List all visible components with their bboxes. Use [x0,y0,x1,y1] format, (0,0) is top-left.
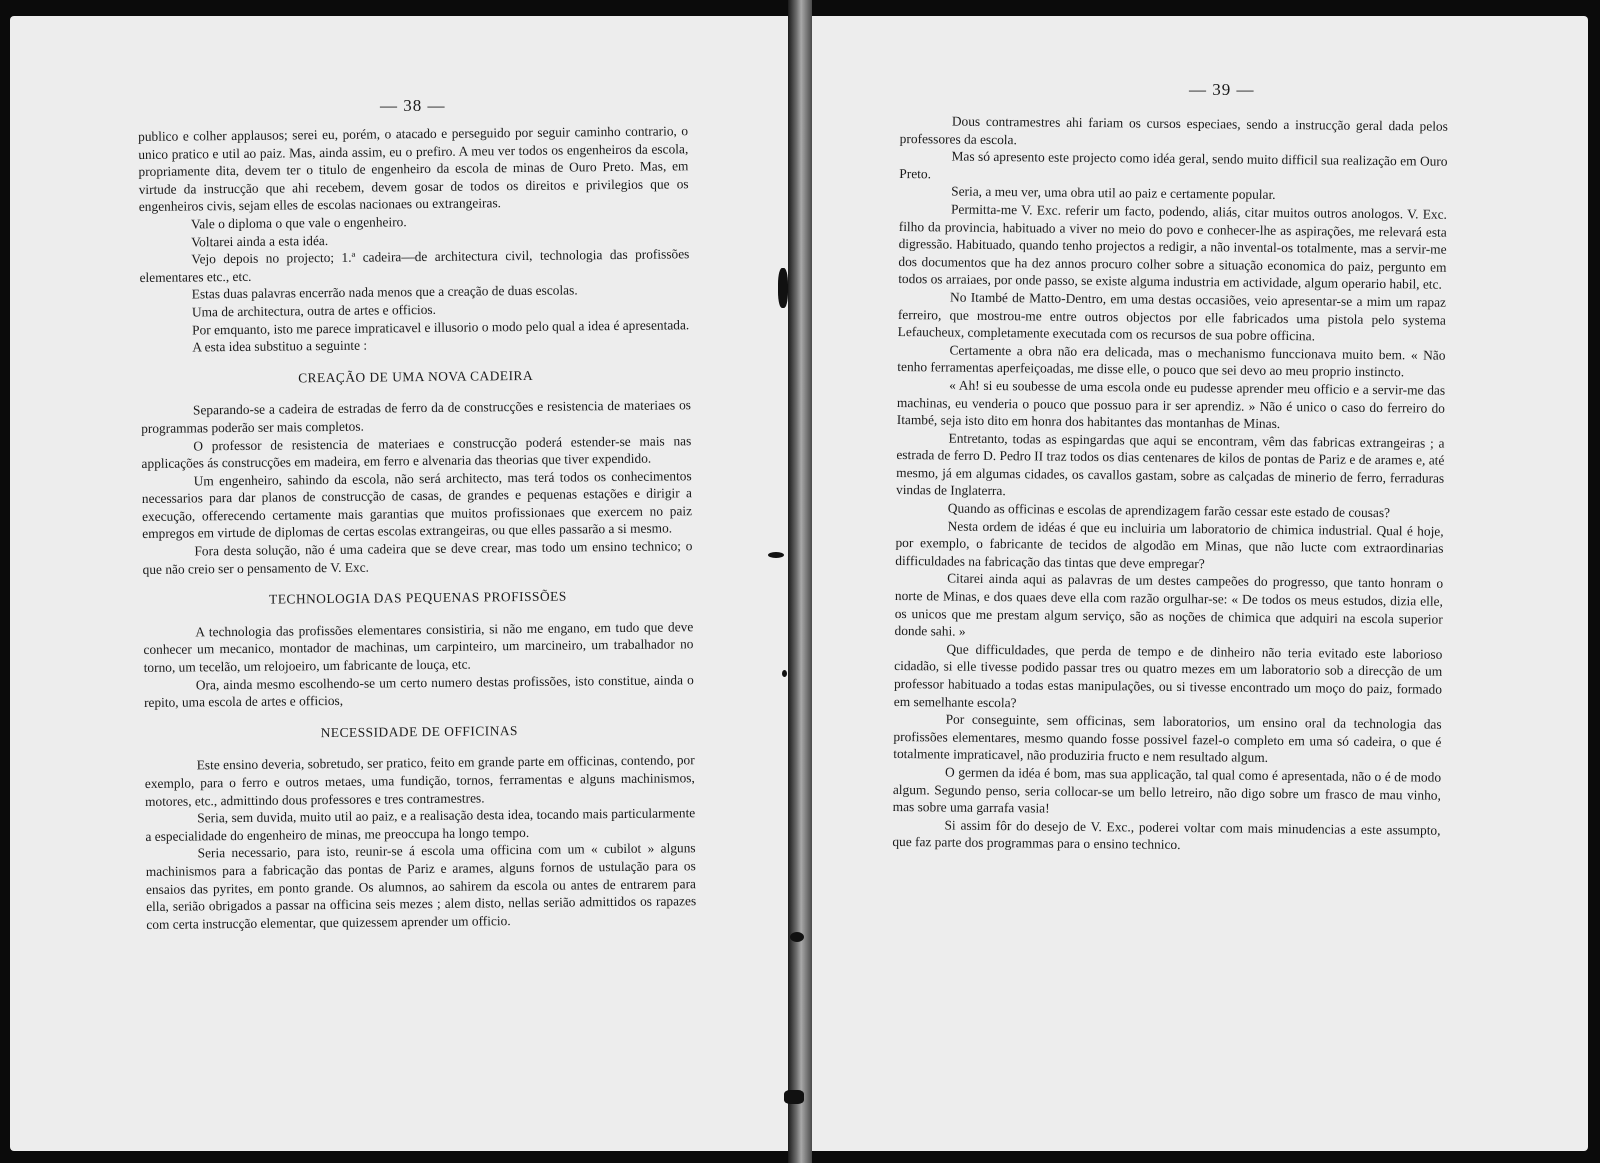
paragraph: Fora desta solução, não é uma cadeira que se deve crear, mas todo um ensino technico; o que não creio ser o pensamento de V. Exc. [142,538,693,577]
paragraph: O professor de resistencia de materiaes e construcção poderá estender-se mais nas applicações ás construcções em madeira, em ferro e alvenaria das theorias que tiver expendido. [141,432,692,472]
paragraph: No Itambé de Matto-Dentro, em uma destas occasiões, veio apresentar-se a mim um rapaz ferreiro, que mostrou-me entre outros objectos por elle fabricados uma pistola pelo systema Lefaucheux, completamente executada com os recursos de sua pobre officina. [897,289,1447,344]
paragraph: Por conseguinte, sem officinas, sem laboratorios, um ensino oral da technologia das profissões elementares, mesmo quando fosse possivel fazel-o completo em uma só cadeira, o que é totalmente impraticavel, não produziria fructo e nem resultado algum. [893,711,1442,766]
paragraph: Seria, a meu ver, uma obra util ao paiz e certamente popular. [951,183,1276,203]
paragraph: Nesta ordem de idéas é que eu incluiria um laboratorio de chimica industrial. Qual é hoje, por exemplo, o fabricante de tecidos de algodão em Minas, que não lucte com extraordinarias difficuldades na fabricação das tintas que deve empregar? [895,518,1444,572]
right-page [812,16,1588,1151]
section-heading: TECHNOLOGIA DAS PEQUENAS PROFISSÕES [269,588,567,607]
page-body [138,122,696,933]
paragraph: Este ensino deveria, sobretudo, ser pratico, feito em grande parte em officinas, contendo, por exemplo, para o ferro e outros metaes, uma fundição, tornos, ferramentas e alguns machinismos, motores, etc., admittindo dous professores e tres contramestres. [144,752,695,809]
paragraph: Dous contramestres ahi fariam os cursos especiaes, sendo a instrucção geral dada pelos professores da escola. [899,113,1448,147]
ink-speck [784,1090,804,1104]
paragraph: Quando as officinas e escolas de aprendizagem farão cessar este estado de cousas? [947,500,1391,521]
book-gutter [788,0,812,1163]
paragraph: Vejo depois no projecto; 1.ª cadeira—de architectura civil, technologia das profissões elementares etc., etc. [139,246,690,285]
paragraph: Certamente a obra não era delicada, mas o mechanismo funccionava muito bem. « Não tenho ferramentas aperfeiçoadas, me disse elle, o pouco que sei devo ao meu proprio instincto. [897,342,1446,380]
paragraph: « Ah! si eu soubesse de uma escola onde eu pudesse aprender meu officio e a servir-me das machinas, eu venderia o pouco que possuo para ir ser aprendiz. » Não é unico o caso do ferreiro do Itambé, seja isto dito em honra dos habitantes das montanhas de Minas. [896,377,1446,432]
paragraph: A technologia das profissões elementares consistiria, si não me engano, em tudo que deve conhecer um mecanico, montador de machinas, um carpinteiro, um marcineiro, um trabalhador no torno, um tecelão, um relojoeiro, um fabricante de louça, etc. [143,619,694,676]
page-number: — 38 — [380,96,446,115]
paragraph: Um engenheiro, sahindo da escola, não será architecto, mas terá todos os conhecimentos necessarios para dar planos de construcção de casas, de grandes e pequenas estações e dirigir a execução, offerecendo certamente mais garantias que muitos profissionaes que exercem no paiz empregos em virtude de diplomas de certas escolas extrangeiras, ou que elles passarão a si mesmo. [141,467,693,542]
paragraph: Permitta-me V. Exc. referir um facto, podendo, aliás, citar muitos outros anologos. V. Exc. filho da provincia, habituado a viver no meio do povo e conhecer-lhe as aspirações, me relevará esta digressão. Habituado, quando tenho projectos a redigir, a não invental-os totalmente, mas a servir-me dos documentos que ha dez annos procuro colher sobre a situação economica do paiz, pergunto em todos os arraiaes, por onde passo, se existe alguma industria em actividade, algum operario habil, etc. [898,201,1448,293]
paragraph: Por emquanto, isto me parece impraticavel e illusorio o modo pelo qual a idea é apresentada. [192,316,690,337]
ink-speck [790,932,804,942]
paragraph: Voltarei ainda a esta idéa. [191,232,329,250]
paragraph: Seria necessario, para isto, reunir-se á escola uma officina com um « cubilot » alguns machinismos para a fabricação das pontas de Pariz e arames, alguns fornos de ustulação para os ensaios das pyrites, em ponto grande. Os alumnos, ao sahirem da escola ou antes de entrarem para ella, serião obrigados a passar na officina seis mezes ; alem disto, nellas serião admittidos os rapazes com certa instrucção elementar, que quizessem aprender um officio. [145,840,697,932]
paragraph: Vale o diploma o que vale o engenheiro. [190,214,407,232]
section-heading: NECESSIDADE DE OFFICINAS [320,722,519,740]
paragraph: Seria, sem duvida, muito util ao paiz, e a realisação desta idea, tocando mais particularmente a especialidade do engenheiro de minas, me preoccupa ha longo tempo. [145,805,696,844]
paragraph: O germen da idéa é bom, mas sua applicação, tal qual como é apresentada, não o é de modo algum. Segundo penso, seria collocar-se um bello letreiro, não digo sobre um frasco de mau vinho, mas sobre uma garrafa vasia! [892,764,1442,816]
paragraph: Entretanto, todas as espingardas que aqui se encontram, vêm das fabricas extrangeiras ; a estrada de ferro D. Pedro II traz todos os dias centenares de kilos de pontas de Pariz e de arames e, até mesmo, já em algumas cidades, os cavallos gastam, sobre as calçadas de minerio de ferro, ferraduras vindas de Inglaterra. [895,430,1445,499]
ink-speck [768,552,784,558]
paragraph: publico e colher applausos; serei eu, porém, o atacado e perseguido por seguir caminho contrario, o unico pratico e util ao paiz. Mas, ainda assim, eu o prefiro. A meu ver todos os engenheiros da escola, propriamente dita, devem ter o titulo de engenheiro da escola de minas de Ouro Preto. Mas, em virtude da instrucção que ahi recebem, devem gosar de todos os direitos e privilegios que os engenheiros civis, sejam elles de escolas nacionaes ou extrangeiras. [138,123,689,215]
paragraph: Uma de architectura, outra de artes e officios. [191,301,437,320]
paragraph: A esta idea substituo a seguinte : [192,337,368,355]
ink-speck [778,268,788,308]
paragraph: Citarei ainda aqui as palavras de um destes campeões do progresso, que tanto honram o norte de Minas, e dos quaes deve ella com razão orgulhar-se: « De todos os meus estudos, dizia elle, os unicos que me prestam algum serviço, são as noções de chimica que adquiri na escola superior donde sahi. » [894,570,1444,639]
paragraph: Ora, ainda mesmo escolhendo-se um certo numero destas profissões, isto constitue, ainda o repito, uma escola de artes e officios, [143,671,694,711]
paragraph: Estas duas palavras encerrão nada menos que a creação de duas escolas. [191,282,578,302]
ink-speck [782,670,787,677]
paragraph: Separando-se a cadeira de estradas de ferro da de construcções e resistencia de materiaes os programmas poderão ser mais completos. [141,397,692,436]
page-number: — 39 — [1189,80,1255,99]
paragraph: Mas só apresento este projecto como idéa geral, sendo muito difficil sua realização em Ouro Preto. [899,148,1448,182]
page-body [892,112,1448,857]
section-heading: CREAÇÃO DE UMA NOVA CADEIRA [298,367,534,386]
paragraph: Que difficuldades, que perda de tempo e de dinheiro não teria evitado este laborioso cidadão, si elle tivesse podido passar tres ou quatro mezes em um laboratorio sob a direcção de um professor habituado a todas estas manipulações, ou si tivesse encontrado um moço do paiz, formado em semelhante escola? [893,641,1443,710]
paragraph: Si assim fôr do desejo de V. Exc., poderei voltar com mais minudencias a este assumpto, que faz parte dos programmas para o ensino technico. [892,817,1441,853]
left-page [10,16,788,1151]
